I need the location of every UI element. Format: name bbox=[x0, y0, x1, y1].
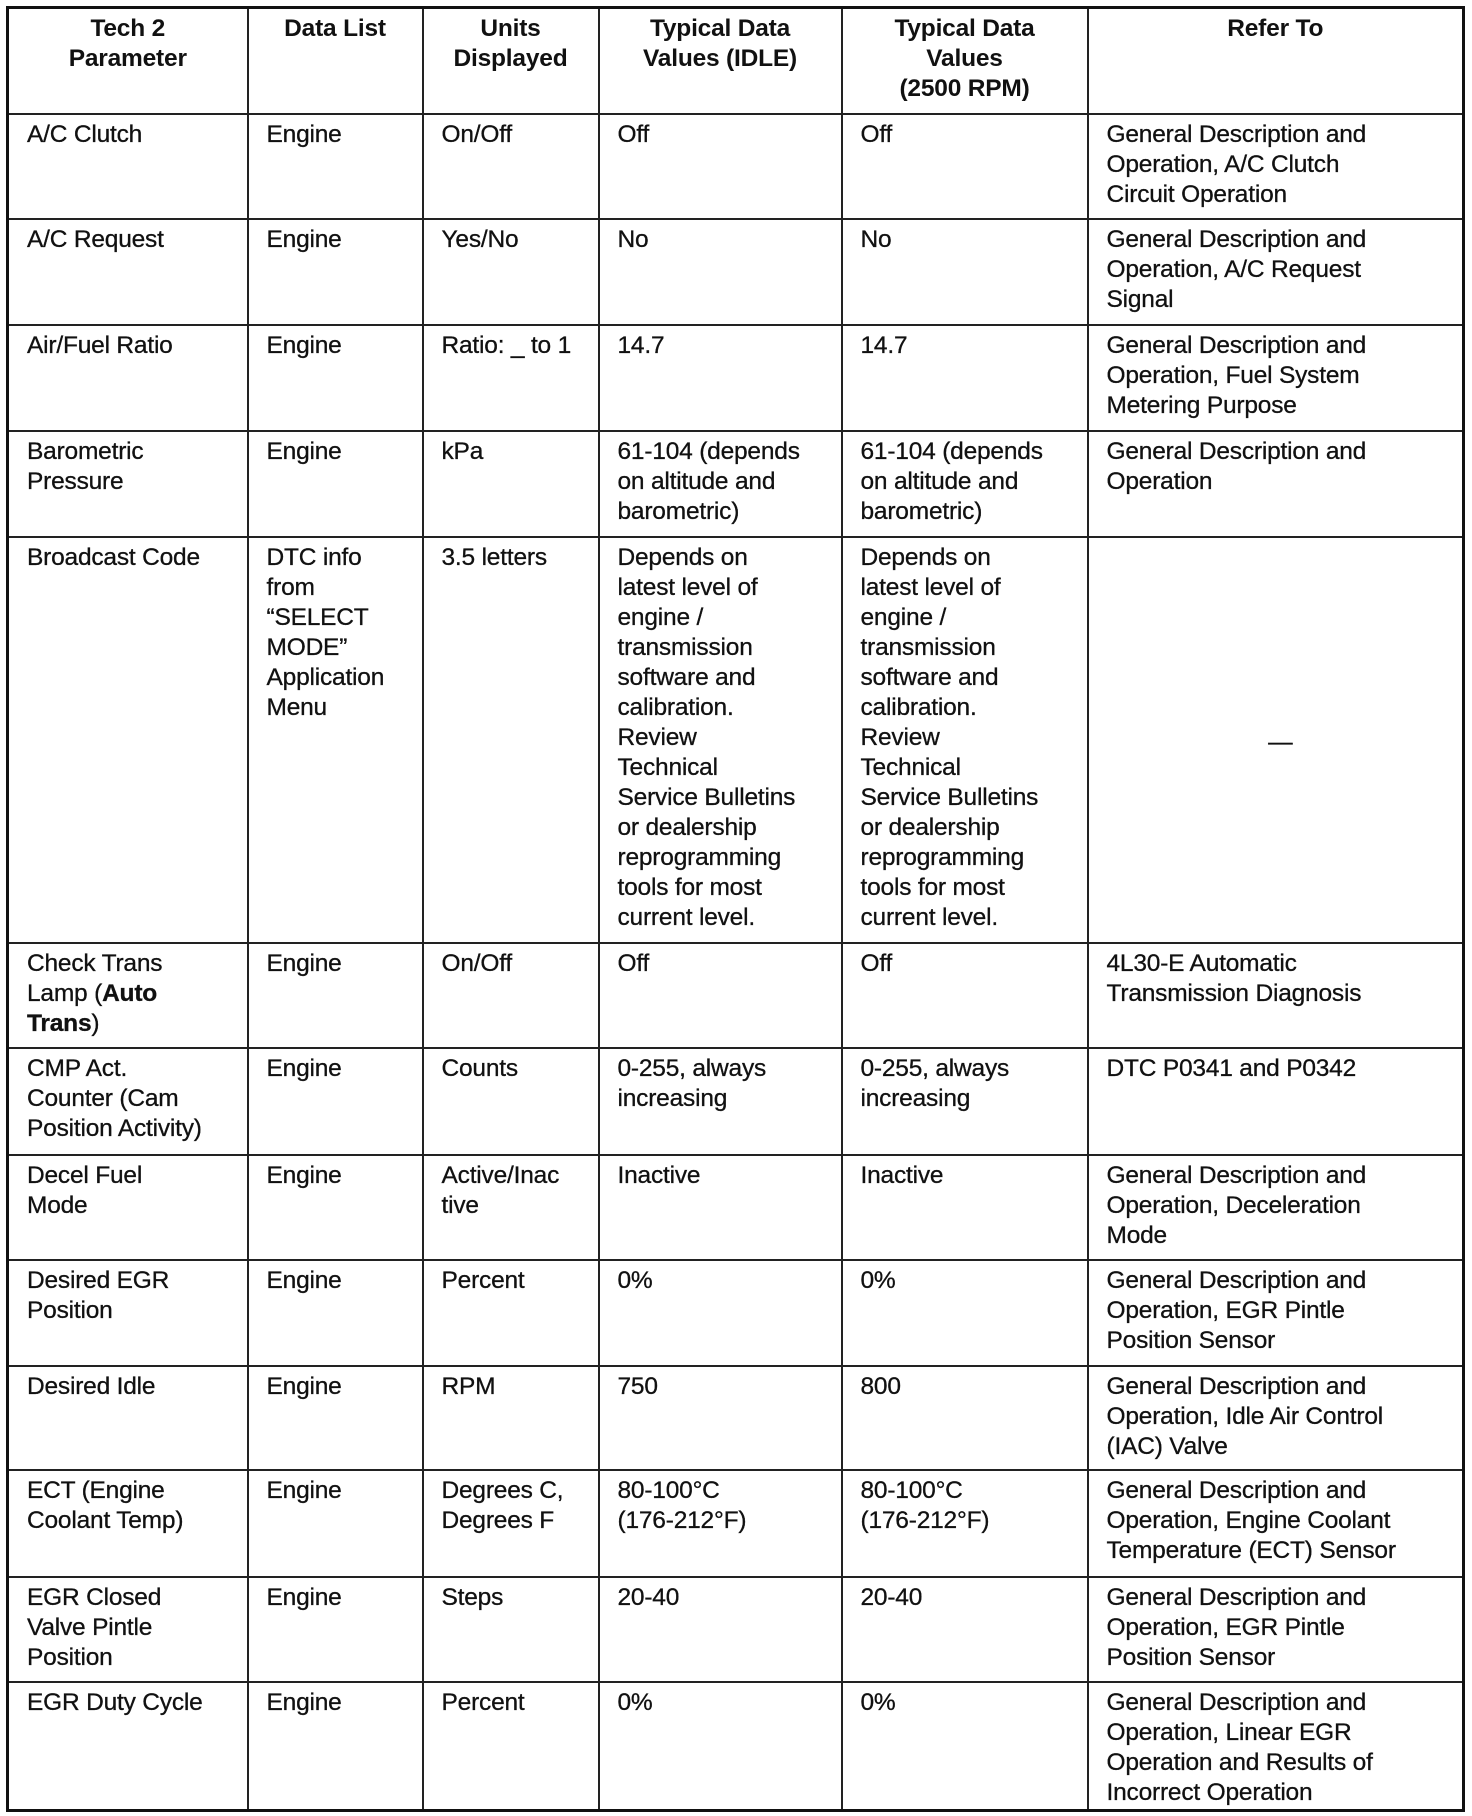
header-refer-to: Refer To bbox=[1088, 8, 1464, 115]
idle-value-cell: 14.7 bbox=[599, 325, 842, 431]
parameter-cell: Desired Idle bbox=[8, 1366, 248, 1470]
rpm-value-cell: Depends on latest level of engine / transmission software and calibration. Review Technical Service Bulletins or dealership reprogramming tools for most current level. bbox=[842, 537, 1088, 943]
idle-value-cell: 0% bbox=[599, 1260, 842, 1366]
refer-to-cell: 4L30-E Automatic Transmission Diagnosis bbox=[1088, 943, 1464, 1048]
units-cell: RPM bbox=[423, 1366, 599, 1470]
table-row bbox=[8, 1155, 1464, 1260]
units-cell: Percent bbox=[423, 1682, 599, 1810]
parameter-cell: EGR Duty Cycle bbox=[8, 1682, 248, 1810]
idle-value-cell: 0% bbox=[599, 1682, 842, 1810]
data-list-cell: Engine bbox=[248, 1155, 423, 1260]
idle-value-cell: Off bbox=[599, 943, 842, 1048]
idle-value-cell: Depends on latest level of engine / transmission software and calibration. Review Technical Service Bulletins or dealership reprogramming tools for most current level. bbox=[599, 537, 842, 943]
rpm-value-cell: 61-104 (depends on altitude and barometric) bbox=[842, 431, 1088, 537]
parameter-text-end: ) bbox=[91, 1010, 100, 1037]
table-row bbox=[8, 1366, 1464, 1470]
header-idle-values: Typical Data Values (IDLE) bbox=[599, 8, 842, 115]
units-cell: On/Off bbox=[423, 943, 599, 1048]
rpm-value-cell: 800 bbox=[842, 1366, 1088, 1470]
refer-to-cell: General Description and Operation, Fuel System Metering Purpose bbox=[1088, 325, 1464, 431]
table-row bbox=[8, 1577, 1464, 1682]
idle-value-cell: 61-104 (depends on altitude and barometric) bbox=[599, 431, 842, 537]
units-cell: Active/Inac tive bbox=[423, 1155, 599, 1260]
parameter-cell: Air/Fuel Ratio bbox=[8, 325, 248, 431]
table-row bbox=[8, 325, 1464, 431]
header-2500rpm-values: Typical Data Values (2500 RPM) bbox=[842, 8, 1088, 115]
data-list-cell: DTC info from “SELECT MODE” Application Menu bbox=[248, 537, 423, 943]
refer-to-cell: General Description and Operation, Engine Coolant Temperature (ECT) Sensor bbox=[1088, 1470, 1464, 1577]
parameter-cell: Decel Fuel Mode bbox=[8, 1155, 248, 1260]
idle-value-cell: 80-100°C (176-212°F) bbox=[599, 1470, 842, 1577]
table-row bbox=[8, 1470, 1464, 1577]
table-row bbox=[8, 943, 1464, 1048]
idle-value-cell: Off bbox=[599, 114, 842, 219]
units-cell: On/Off bbox=[423, 114, 599, 219]
data-list-cell: Engine bbox=[248, 1577, 423, 1682]
rpm-value-cell: 20-40 bbox=[842, 1577, 1088, 1682]
header-data-list: Data List bbox=[248, 8, 423, 115]
rpm-value-cell: Inactive bbox=[842, 1155, 1088, 1260]
table-row bbox=[8, 219, 1464, 325]
idle-value-cell: 20-40 bbox=[599, 1577, 842, 1682]
rpm-value-cell: Off bbox=[842, 943, 1088, 1048]
idle-value-cell: Inactive bbox=[599, 1155, 842, 1260]
data-list-cell: Engine bbox=[248, 219, 423, 325]
table-row bbox=[8, 1260, 1464, 1366]
parameter-cell: A/C Request bbox=[8, 219, 248, 325]
rpm-value-cell: 0-255, always increasing bbox=[842, 1048, 1088, 1155]
rpm-value-cell: 80-100°C (176-212°F) bbox=[842, 1470, 1088, 1577]
units-cell: Counts bbox=[423, 1048, 599, 1155]
data-list-cell: Engine bbox=[248, 1366, 423, 1470]
units-cell: Ratio: _ to 1 bbox=[423, 325, 599, 431]
parameter-cell: A/C Clutch bbox=[8, 114, 248, 219]
refer-to-cell: General Description and Operation, A/C Clutch Circuit Operation bbox=[1088, 114, 1464, 219]
units-cell: Yes/No bbox=[423, 219, 599, 325]
header-units: Units Displayed bbox=[423, 8, 599, 115]
refer-to-cell: General Description and Operation, EGR Pintle Position Sensor bbox=[1088, 1577, 1464, 1682]
refer-to-cell: General Description and Operation bbox=[1088, 431, 1464, 537]
data-list-cell: Engine bbox=[248, 114, 423, 219]
data-list-cell: Engine bbox=[248, 431, 423, 537]
data-list-cell: Engine bbox=[248, 1682, 423, 1810]
header-row bbox=[8, 8, 1464, 115]
rpm-value-cell: 0% bbox=[842, 1682, 1088, 1810]
parameter-cell: Broadcast Code bbox=[8, 537, 248, 943]
idle-value-cell: 0-255, always increasing bbox=[599, 1048, 842, 1155]
table-row bbox=[8, 114, 1464, 219]
data-list-cell: Engine bbox=[248, 1048, 423, 1155]
refer-to-cell: General Description and Operation, EGR Pintle Position Sensor bbox=[1088, 1260, 1464, 1366]
data-list-cell: Engine bbox=[248, 1260, 423, 1366]
data-list-cell: Engine bbox=[248, 943, 423, 1048]
refer-to-cell: General Description and Operation, Idle Air Control (IAC) Valve bbox=[1088, 1366, 1464, 1470]
table-row bbox=[8, 1048, 1464, 1155]
units-cell: Degrees C, Degrees F bbox=[423, 1470, 599, 1577]
parameter-cell bbox=[8, 943, 248, 1048]
table-row bbox=[8, 537, 1464, 943]
refer-to-cell: General Description and Operation, Linear EGR Operation and Results of Incorrect Operation bbox=[1088, 1682, 1464, 1810]
table-row bbox=[8, 1682, 1464, 1810]
rpm-value-cell: 0% bbox=[842, 1260, 1088, 1366]
parameter-cell: ECT (Engine Coolant Temp) bbox=[8, 1470, 248, 1577]
header-parameter: Tech 2 Parameter bbox=[8, 8, 248, 115]
units-cell: 3.5 letters bbox=[423, 537, 599, 943]
refer-to-cell: DTC P0341 and P0342 bbox=[1088, 1048, 1464, 1155]
rpm-value-cell: No bbox=[842, 219, 1088, 325]
parameter-cell: Barometric Pressure bbox=[8, 431, 248, 537]
units-cell: kPa bbox=[423, 431, 599, 537]
data-list-cell: Engine bbox=[248, 325, 423, 431]
refer-to-cell: General Description and Operation, A/C Request Signal bbox=[1088, 219, 1464, 325]
parameter-bold-text: Auto Trans bbox=[27, 980, 158, 1037]
table-row bbox=[8, 431, 1464, 537]
units-cell: Steps bbox=[423, 1577, 599, 1682]
parameter-text: Check Trans Lamp ( bbox=[27, 950, 163, 1007]
tech2-parameter-table bbox=[6, 6, 1465, 1812]
parameter-cell: CMP Act. Counter (Cam Position Activity) bbox=[8, 1048, 248, 1155]
rpm-value-cell: Off bbox=[842, 114, 1088, 219]
units-cell: Percent bbox=[423, 1260, 599, 1366]
idle-value-cell: No bbox=[599, 219, 842, 325]
refer-to-cell: — bbox=[1088, 537, 1464, 943]
rpm-value-cell: 14.7 bbox=[842, 325, 1088, 431]
data-list-cell: Engine bbox=[248, 1470, 423, 1577]
refer-to-cell: General Description and Operation, Deceleration Mode bbox=[1088, 1155, 1464, 1260]
parameter-cell: Desired EGR Position bbox=[8, 1260, 248, 1366]
idle-value-cell: 750 bbox=[599, 1366, 842, 1470]
parameter-cell: EGR Closed Valve Pintle Position bbox=[8, 1577, 248, 1682]
